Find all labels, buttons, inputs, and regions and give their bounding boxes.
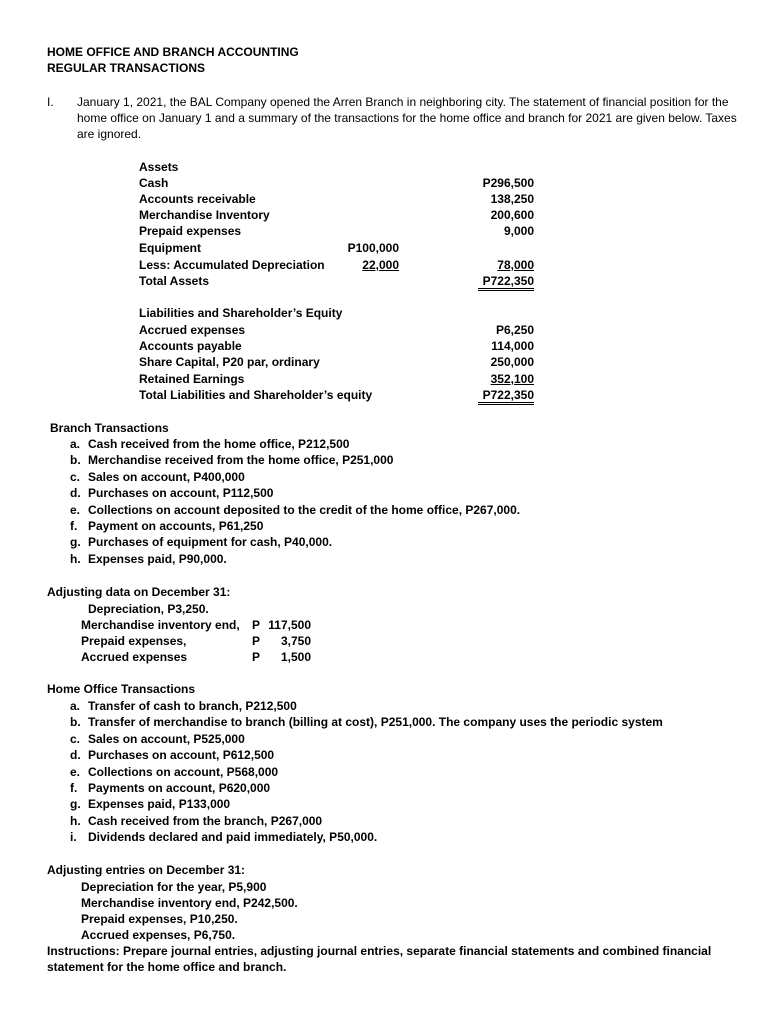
list-item-letter: d.: [70, 486, 81, 501]
branch-adj-peso: P: [252, 618, 261, 632]
branch-adj-amount: 1,500: [280, 650, 311, 664]
home-office-heading: Home Office Transactions: [47, 682, 196, 696]
list-item-letter: a.: [70, 699, 81, 713]
list-item-letter: c.: [70, 469, 81, 484]
list-item-letter: b.: [70, 715, 81, 730]
list-item-letter: d.: [70, 748, 81, 763]
home-office-adj-line: Prepaid expenses, P10,250.: [81, 912, 238, 926]
branch-adj-label: Merchandise inventory end,: [81, 618, 240, 632]
list-item: Purchases on account, P612,500: [88, 748, 275, 763]
list-item: Sales on account, P400,000: [88, 469, 245, 484]
instructions: Instructions: Prepare journal entries, adjusting journal entries, separate financial statements and combined financial statement for the home office and branch.: [47, 944, 712, 974]
page-subtitle: REGULAR TRANSACTIONS: [47, 61, 205, 75]
asset-label: Prepaid expenses: [139, 224, 242, 238]
list-item: Merchandise received from the home office, P251,000: [88, 453, 394, 468]
list-item-letter: h.: [70, 813, 81, 828]
liability-amount: 114,000: [491, 339, 534, 353]
retained-earnings-label: Retained Earnings: [139, 372, 245, 386]
list-item: Transfer of cash to branch, P212,500: [88, 699, 297, 713]
equipment-label: Equipment: [139, 241, 201, 255]
asset-amount: 138,250: [490, 192, 534, 206]
list-item: Sales on account, P525,000: [88, 731, 245, 746]
list-item: Purchases on account, P112,500: [88, 486, 274, 501]
liability-label: Share Capital, P20 par, ordinary: [139, 355, 320, 369]
list-item-letter: g.: [70, 535, 81, 550]
asset-amount: P296,500: [482, 176, 534, 190]
asset-amount: 9,000: [503, 224, 534, 238]
liability-label: Accounts payable: [139, 339, 242, 353]
home-office-adj-line: Merchandise inventory end, P242,500.: [81, 896, 298, 910]
list-item: Payments on account, P620,000: [88, 781, 271, 795]
list-item-letter: e.: [70, 764, 81, 779]
list-item-letter: b.: [70, 453, 81, 468]
equipment-amount: P100,000: [347, 241, 399, 255]
branch-heading: Branch Transactions: [50, 421, 169, 435]
home-office-adj-line: Depreciation for the year, P5,900: [81, 880, 267, 894]
list-item-letter: e.: [70, 502, 81, 517]
list-item: Dividends declared and paid immediately, P50,000.: [88, 830, 378, 845]
total-liabilities-amount: P722,350: [478, 388, 534, 405]
asset-label: Merchandise Inventory: [139, 208, 270, 222]
list-item-letter: g.: [70, 797, 81, 812]
equipment-net-amount: 78,000: [497, 258, 534, 272]
list-item-letter: a.: [70, 437, 81, 451]
list-item: Cash received from the branch, P267,000: [88, 813, 323, 828]
liability-label: Accrued expenses: [139, 323, 246, 337]
liability-amount: P6,250: [495, 323, 534, 337]
list-item: Expenses paid, P133,000: [88, 797, 231, 812]
list-item: Cash received from the home office, P212,500: [88, 437, 350, 451]
list-item: Collections on account, P568,000: [88, 764, 279, 779]
accum-dep-amount: 22,000: [362, 258, 399, 272]
retained-earnings-amount: 352,100: [490, 372, 534, 386]
branch-adj-label: Prepaid expenses,: [81, 634, 187, 648]
home-office-adj-heading: Adjusting entries on December 31:: [47, 863, 246, 877]
branch-adj-peso: P: [252, 634, 261, 648]
assets-heading: Assets: [139, 160, 179, 174]
accum-dep-label: Less: Accumulated Depreciation: [139, 258, 325, 272]
branch-adj-depreciation: Depreciation, P3,250.: [88, 602, 209, 616]
list-item: Purchases of equipment for cash, P40,000.: [88, 535, 333, 550]
list-item: Payment on accounts, P61,250: [88, 519, 264, 533]
liability-amount: 250,000: [490, 355, 534, 369]
branch-adj-peso: P: [252, 650, 261, 664]
total-assets-label: Total Assets: [139, 274, 210, 288]
list-item-letter: h.: [70, 551, 81, 566]
home-office-adj-line: Accrued expenses, P6,750.: [81, 928, 236, 942]
list-item-letter: f.: [70, 519, 78, 533]
list-item-letter: i.: [70, 830, 77, 845]
branch-adj-amount: 3,750: [280, 634, 311, 648]
branch-adj-amount: 117,500: [268, 618, 311, 632]
asset-amount: 200,600: [490, 208, 534, 222]
page-title: HOME OFFICE AND BRANCH ACCOUNTING: [47, 45, 299, 59]
branch-adj-heading: Adjusting data on December 31:: [47, 585, 231, 599]
asset-label: Cash: [139, 176, 169, 190]
branch-adj-label: Accrued expenses: [81, 650, 188, 664]
total-assets-amount: P722,350: [478, 274, 534, 291]
list-item-letter: c.: [70, 731, 81, 746]
list-item: Expenses paid, P90,000.: [88, 551, 227, 566]
asset-label: Accounts receivable: [139, 192, 256, 206]
list-item: Transfer of merchandise to branch (billing at cost), P251,000. The company uses the periodic system: [88, 715, 663, 730]
list-item-letter: f.: [70, 781, 78, 795]
list-item: Collections on account deposited to the credit of the home office, P267,000.: [88, 502, 521, 517]
liabilities-heading: Liabilities and Shareholder’s Equity: [139, 306, 343, 320]
problem-number: I.: [47, 95, 54, 109]
total-liabilities-label: Total Liabilities and Shareholder’s equity: [139, 388, 373, 402]
problem-text: January 1, 2021, the BAL Company opened the Arren Branch in neighboring city. The statement of financial position for the home office on January 1 and a summary of the transactions for the home office and branch for 2021 are given below. Taxes are ignored.: [77, 95, 737, 141]
